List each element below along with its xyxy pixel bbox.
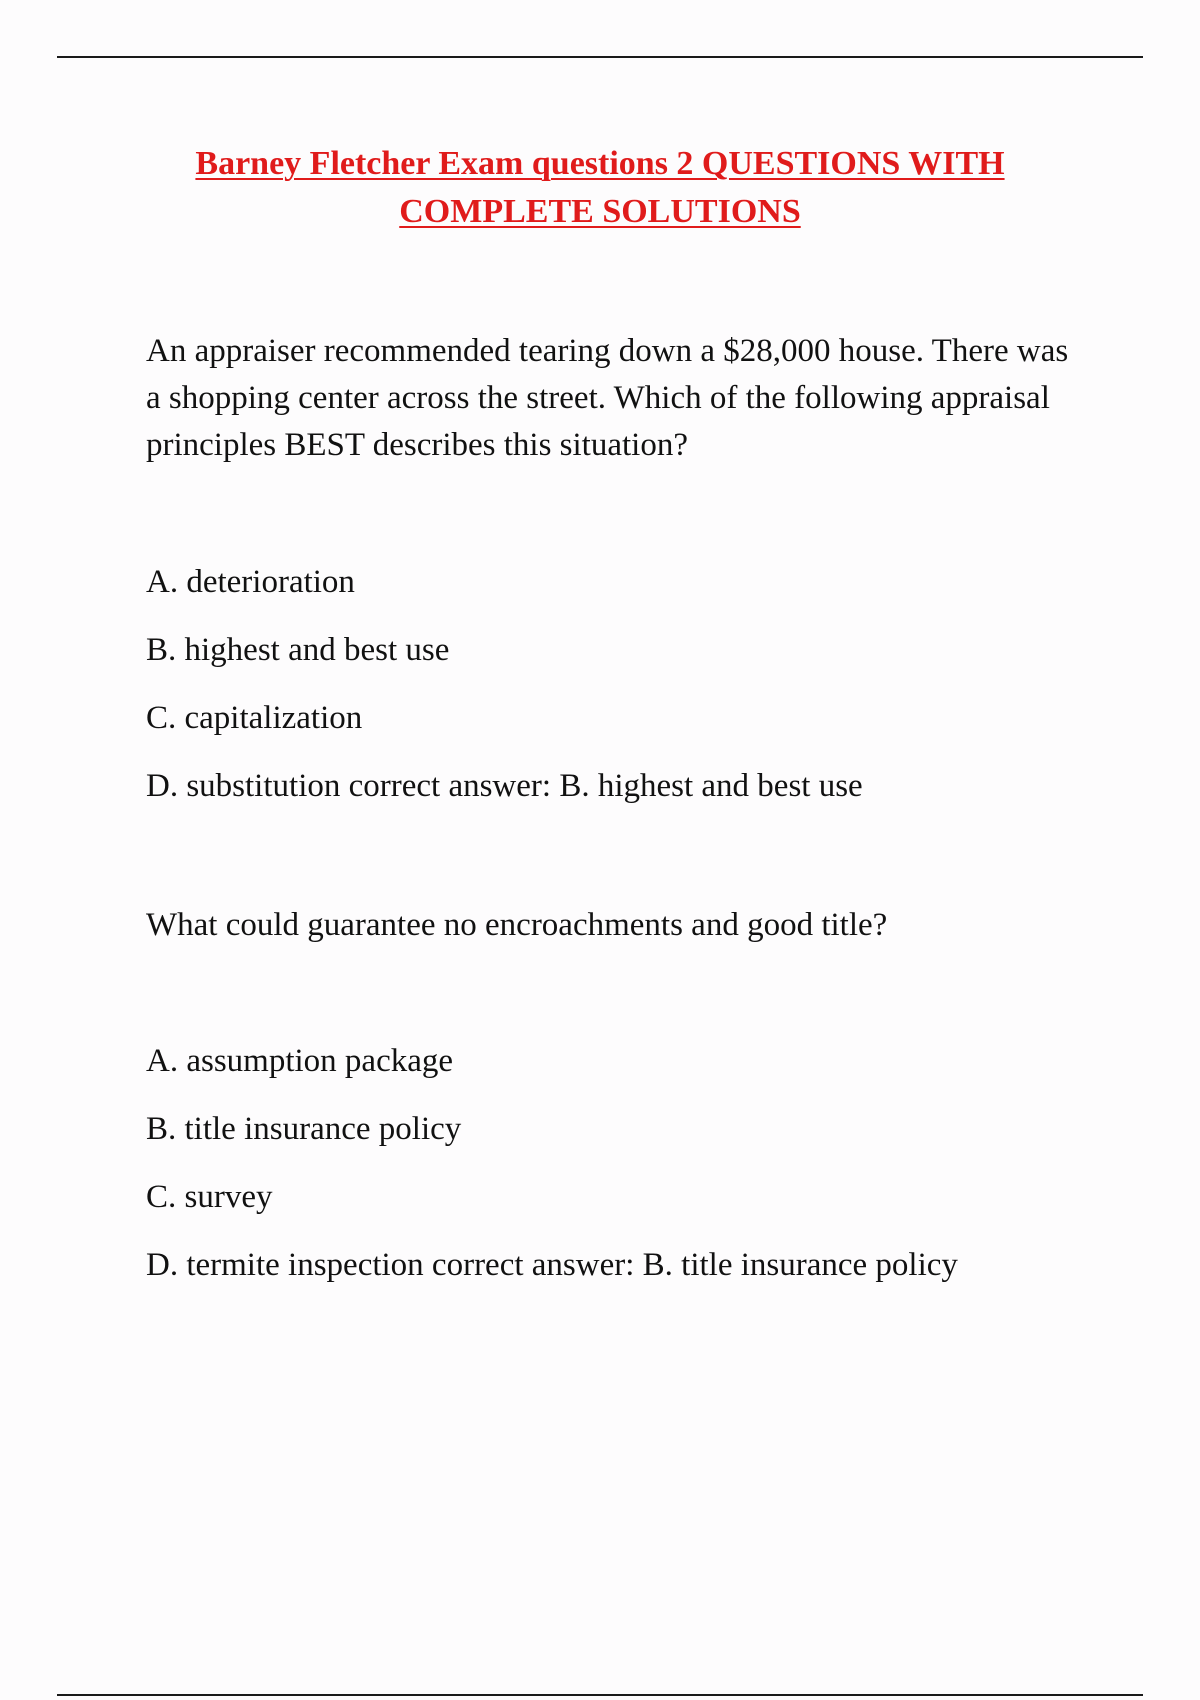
question-2-option-a: A. assumption package bbox=[146, 1043, 454, 1079]
question-1-option-b: B. highest and best use bbox=[146, 632, 450, 668]
question-2-option-c: C. survey bbox=[146, 1179, 273, 1215]
question-2-option-d-answer: D. termite inspection correct answer: B. title insurance policy bbox=[146, 1247, 958, 1283]
question-2-option-b: B. title insurance policy bbox=[146, 1111, 462, 1147]
question-1-prompt: An appraiser recommended tearing down a $28,000 house. There was a shopping center across the street. Which of the following appraisal principles BEST describes this situation? bbox=[146, 333, 1069, 463]
question-2-options bbox=[146, 1041, 1146, 1313]
question-1-options bbox=[146, 562, 1146, 834]
title-line-2: COMPLETE SOLUTIONS bbox=[399, 193, 801, 230]
document-title bbox=[100, 140, 1100, 236]
question-1-option-d-answer: D. substitution correct answer: B. highest and best use bbox=[146, 768, 863, 804]
top-rule bbox=[57, 56, 1143, 58]
question-1-option-a: A. deterioration bbox=[146, 564, 355, 600]
question-1-option-c: C. capitalization bbox=[146, 700, 363, 736]
bottom-rule bbox=[57, 1694, 1143, 1696]
question-2-prompt: What could guarantee no encroachments and good title? bbox=[146, 907, 888, 943]
title-line-1: Barney Fletcher Exam questions 2 QUESTIONS WITH bbox=[195, 145, 1005, 182]
